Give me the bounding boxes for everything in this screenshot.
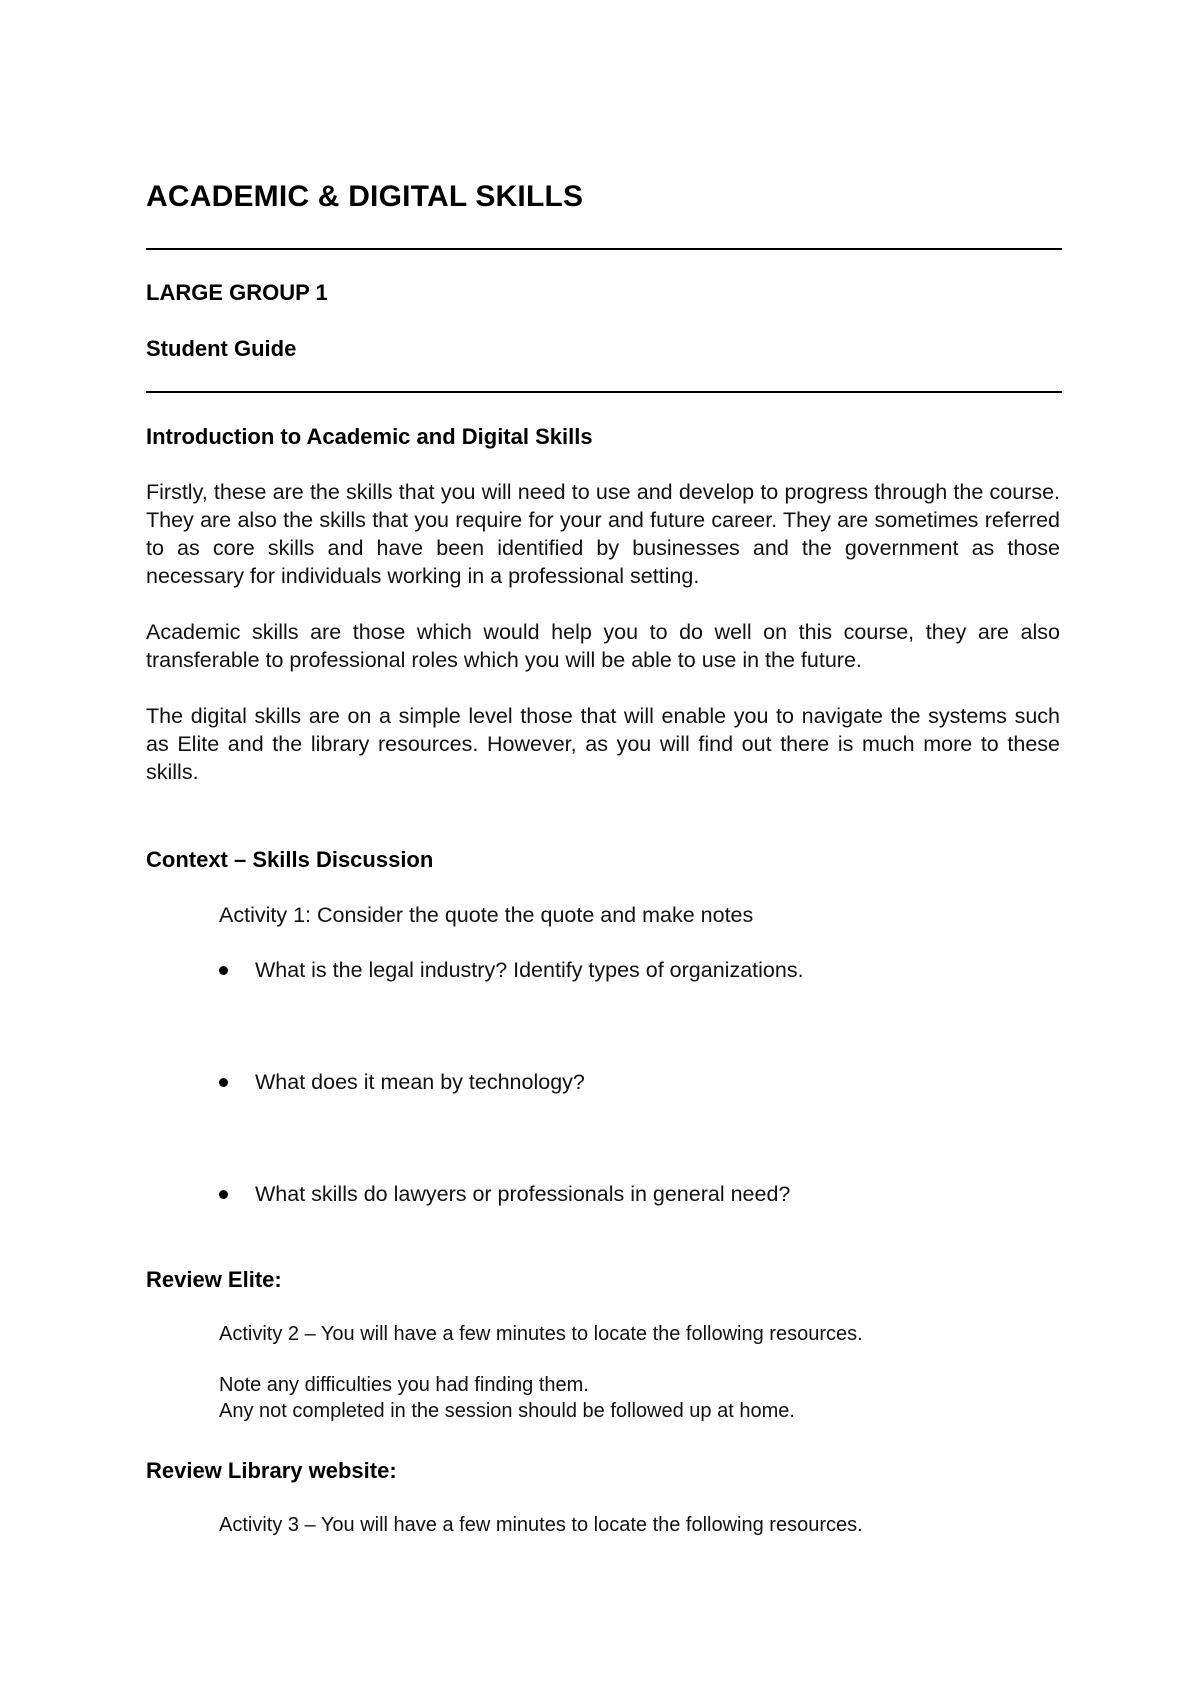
bullet-icon (219, 1078, 228, 1087)
context-heading: Context – Skills Discussion (146, 847, 434, 872)
activity-3-text: Activity 3 – You will have a few minutes to locate the following resources. (219, 1514, 863, 1536)
title-divider (146, 248, 1062, 250)
group-label: LARGE GROUP 1 (146, 280, 328, 305)
activity-2-text: Activity 2 – You will have a few minutes to locate the following resources. (219, 1323, 863, 1345)
bullet-icon (219, 1190, 228, 1199)
list-item (219, 1182, 790, 1207)
activity-1-text: Activity 1: Consider the quote the quote and make notes (219, 903, 754, 927)
intro-paragraph-1: Firstly, these are the skills that you will need to use and develop to progress through the course. They are also the skills that you require for your and future career. They are sometimes referred to as core skills and have been identified by businesses and the government as those necessary for individuals working in a professional setting. (146, 480, 1060, 588)
bullet-text: What is the legal industry? Identify types of organizations. (255, 958, 804, 982)
document-title: ACADEMIC & DIGITAL SKILLS (146, 180, 584, 213)
list-item (219, 1070, 585, 1095)
elite-note-line-1: Note any difficulties you had finding them. (219, 1374, 589, 1396)
intro-paragraph-3: The digital skills are on a simple level those that will enable you to navigate the systems such as Elite and the library resources. However, as you will find out there is much more to these skills. (146, 704, 1060, 784)
intro-heading: Introduction to Academic and Digital Skills (146, 424, 593, 449)
review-library-heading: Review Library website: (146, 1458, 397, 1483)
guide-label: Student Guide (146, 336, 297, 361)
list-item (219, 958, 804, 983)
bullet-text: What does it mean by technology? (255, 1070, 585, 1094)
header-divider (146, 391, 1062, 393)
intro-paragraph-2: Academic skills are those which would help you to do well on this course, they are also transferable to professional roles which you will be able to use in the future. (146, 620, 1060, 672)
review-elite-heading: Review Elite: (146, 1267, 282, 1292)
elite-note-line-2: Any not completed in the session should be followed up at home. (219, 1400, 795, 1422)
bullet-icon (219, 966, 228, 975)
bullet-text: What skills do lawyers or professionals in general need? (255, 1182, 791, 1206)
